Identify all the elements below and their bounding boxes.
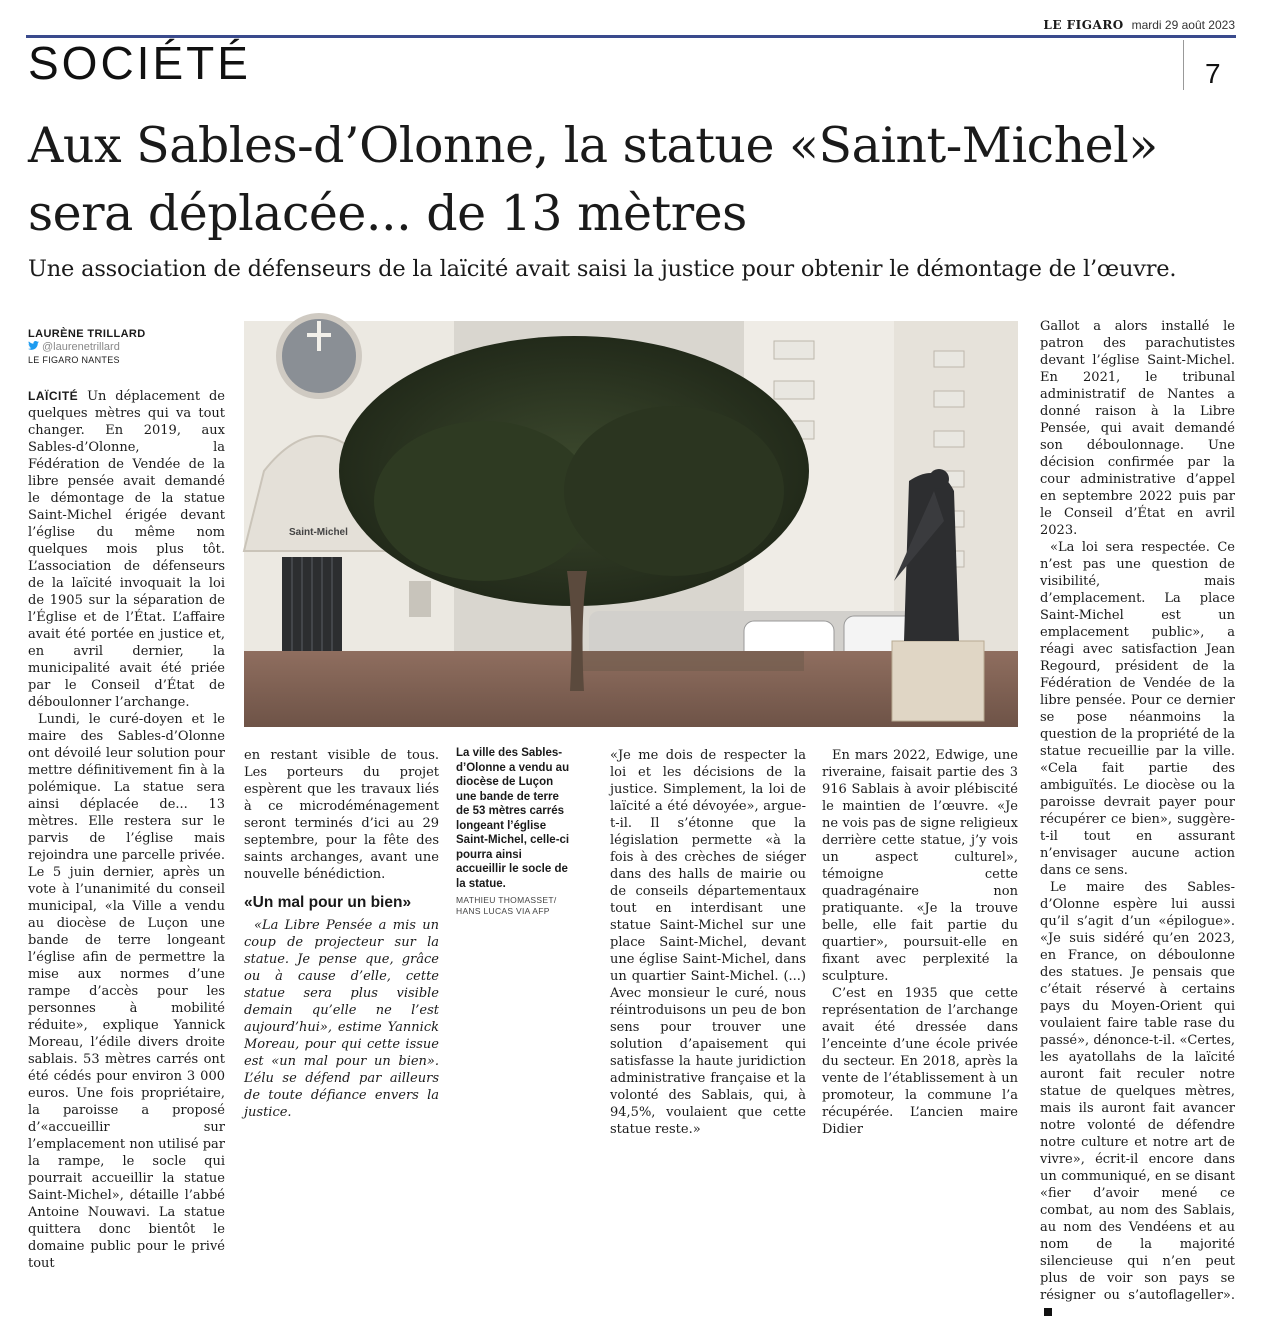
article-column-5 — [1040, 318, 1235, 1321]
article-paragraph: Le maire des Sables-d’Olonne espère lui aussi qu’il s’agit d’un «épilogue». «Je suis sidéré qu’en 2023, en France, on déboulonne des statues. Je pensais que c’était réservé à certains pays du Moyen-Orient qui voulaient faire table rase du passé», dénonce-t-il. «Certes, les ayatollahs de la laïcité auront fait reculer notre statue de quelques mètres, mais ils auront fait avancer notre volonté de défendre notre culture et notre art de vivre», écrit-il encore dans un communiqué, en se disant «fier d’avoir mené ce combat, au nom des Sablais, au nom des Vendéens et au nom de la majorité silencieuse qui n’en peut plus de voir son pays se résigner ou s’autoflageller». — [1040, 879, 1235, 1321]
article-paragraph: Lundi, le curé-doyen et le maire des Sables-d’Olonne ont dévoilé leur solution pour mettre définitivement fin à la polémique. La statue sera ainsi déplacée de... 13 mètres. Elle restera sur le parvis de l’église mais rejoindra une parcelle privée. Le 5 juin dernier, après un vote à l’unanimité du conseil municipal, «la Ville a vendu au diocèse de Luçon une bande de terre longeant l’église afin de permettre la mise aux normes d’une rampe d’accès pour les personnes à mobilité réduite», explique Yannick Moreau, l’édile divers droite sablais. 53 mètres carrés ont été cédés pour environ 3 000 euros. Une fois propriétaire, la paroisse a proposé d’«accueillir sur l’emplacement non utilisé par la rampe, le socle qui pourrait accueillir la statue Saint-Michel», détaille l’abbé Antoine Nouwavi. La statue quittera donc bientôt le domaine public pour le privé tout — [28, 712, 225, 1271]
twitter-bird-icon — [28, 341, 39, 353]
church-sign: Saint-Michel — [289, 527, 348, 538]
article-column-1 — [28, 388, 225, 1272]
author-handle-row[interactable] — [28, 341, 228, 353]
article-paragraph: Gallot a alors installé le patron des parachutistes devant l’église Saint-Michel. En 2021, le tribunal administratif de Nantes a donné raison à la Libre Pensée, qui avait demandé son déboulonnage. Une décision confirmée par la cour administrative d’appel en septembre 2022 puis par le Conseil d’État en avril 2023. — [1040, 319, 1235, 538]
byline — [28, 328, 228, 365]
paper-name: LE FIGARO — [1043, 18, 1124, 32]
masthead — [1043, 18, 1235, 32]
article-paragraph: LAÏCITÉ Un déplacement de quelques mètres qui va tout changer. En 2019, aux Sables-d’Olonne, la Fédération de Vendée de la libre pensée avait demandé le démontage de la statue Saint-Michel érigée devant l’église du même nom quelques mois plus tôt. L’association de défenseurs de la laïcité invoquait la loi de 1905 sur la séparation de l’Église et de l’État. L’affaire avait été portée en justice et, en avril dernier, la municipalité avait été priée par le Conseil d’État de déboulonner l’archange. — [28, 389, 225, 710]
page-number-divider — [1183, 40, 1184, 90]
article-paragraph: En mars 2022, Edwige, une riveraine, faisait partie des 3 916 Sablais à avoir plébiscité le maintien de l’œuvre. «Je ne vois pas de signe religieux derrière cette statue, j’y vois un aspect culturel», témoigne cette quadragénaire non pratiquante. «Je la trouve belle, elle fait partie du quartier», poursuit-elle en fixant avec perplexité la sculpture. — [822, 748, 1018, 984]
photo-credit: MATHIEU THOMASSET/ HANS LUCAS VIA AFP — [456, 895, 557, 916]
caption-text: La ville des Sables-d’Olonne a vendu au diocèse de Luçon une bande de terre de 53 mètres carrés longeant l’église Saint-Michel, celle-ci pourra ainsi accueillir le socle de la statue. — [456, 747, 570, 890]
author-name: LAURÈNE TRILLARD — [28, 328, 146, 340]
article-paragraph: C’est en 1935 que cette représentation de l’archange avait été dressée dans l’enceinte d’une école privée du secteur. En 2018, après la vente de l’établissement à un promoteur, la commune l’a récupérée. L’ancien maire Didier — [822, 986, 1018, 1137]
issue-date: mardi 29 août 2023 — [1131, 18, 1235, 32]
photo-caption — [456, 746, 574, 917]
kicker: LAÏCITÉ — [28, 389, 79, 403]
headline: Aux Sables-d’Olonne, la statue «Saint-Michel» sera déplacée... de 13 mètres — [28, 117, 1158, 242]
section-rubric: SOCIÉTÉ — [28, 37, 251, 89]
article-paragraph: «Je me dois de respecter la loi et les décisions de la justice. Simplement, la loi de laïcité a été dévoyée», argue-t-il. Il s’étonne que la législation permette «à la fois à des crèches de siéger dans des halls de mairie ou de conseils départementaux tout en interdisant une statue Saint-Michel sur une place Saint-Michel, devant une église Saint-Michel, dans un quartier Saint-Michel. (...) Avec monsieur le curé, nous réintroduisons un peu de bon sens pour trouver une solution d’apaisement qui satisfasse la haute juridiction administrative française et la volonté des Sablais, qui, à 94,5%, voulaient que cette statue reste.» — [610, 748, 806, 1137]
article-subhead: «Un mal pour un bien» — [244, 894, 412, 911]
article-paragraph: en restant visible de tous. Les porteurs du projet espèrent que les travaux liés à ce microdéménagement seront terminés d’ici au 29 septembre, pour la fête des saints archanges, avant une nouvelle bénédiction. — [244, 748, 439, 882]
article-column-4 — [822, 747, 1018, 1138]
article-paragraph: «La Libre Pensée a mis un coup de projecteur sur la statue. Je pense que, grâce ou à cause d’elle, cette statue sera plus visible demain qu’elle ne l’est aujourd’hui», estime Yannick Moreau, pour qui cette issue est «un mal pour un bien». L’élu se défend par ailleurs de toute défiance envers la justice. — [244, 918, 439, 1120]
church-square-illustration — [244, 321, 1018, 727]
article-photo — [244, 321, 1018, 727]
article-column-2 — [244, 747, 439, 1121]
end-of-article-mark — [1044, 1308, 1052, 1316]
article-column-3 — [610, 747, 806, 1138]
author-handle: @laurenetrillard — [42, 341, 120, 353]
page-number: 7 — [1205, 58, 1221, 89]
standfirst: Une association de défenseurs de la laïcité avait saisi la justice pour obtenir le démontage de l’œuvre. — [28, 256, 1177, 282]
article-paragraph: «La loi sera respectée. Ce n’est pas une question de visibilité, mais d’emplacement. La place Saint-Michel est un emplacement public», a réagi avec satisfaction Jean Regourd, président de la Fédération de Vendée de la libre pensée. Pour ce dernier se pose néanmoins la question de la propriété de la statue recueillie par la ville. «Cela fait partie des ambiguïtés. Le diocèse ou la paroisse devrait payer pour récupérer ce bien», suggère-t-il tout en assurant n’envisager aucune action dans ce sens. — [1040, 540, 1235, 878]
author-office: LE FIGARO NANTES — [28, 355, 120, 365]
